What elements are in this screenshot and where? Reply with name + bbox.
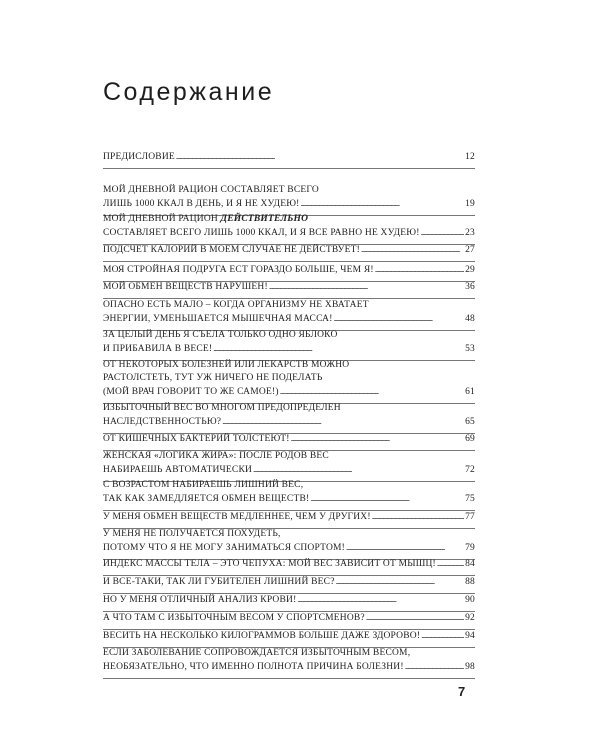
- toc-entry: [103, 263, 475, 277]
- toc-entry-emphasis: ДЕЙСТВИТЕЛЬНО: [220, 214, 309, 224]
- toc-page-number: 69: [465, 434, 475, 444]
- toc-entry: [103, 280, 475, 294]
- toc-entry: [103, 629, 475, 643]
- toc-entry-title: НАСЛЕДСТВЕННОСТЬЮ?: [103, 417, 222, 427]
- toc-page-number: 27: [465, 245, 475, 255]
- toc-entry-title: ПОДСЧЕТ КАЛОРИЙ В МОЕМ СЛУЧАЕ НЕ ДЕЙСТВУЕТ!: [103, 245, 360, 255]
- toc-entry-title: ОПАСНО ЕСТЬ МАЛО – КОГДА ОРГАНИЗМУ НЕ ХВАТАЕТ: [103, 300, 369, 310]
- toc-entry-title: ОТ КИШЕЧНЫХ БАКТЕРИЙ ТОЛСТЕЮТ!: [103, 434, 290, 444]
- dot-leader: [310, 492, 464, 506]
- dot-leader: [437, 557, 464, 571]
- dot-leader: [375, 263, 464, 277]
- toc-entry-title: ЭНЕРГИИ, УМЕНЬШАЕТСЯ МЫШЕЧНАЯ МАССА!: [103, 314, 333, 324]
- toc-entry: [103, 593, 475, 607]
- dot-leader: [291, 432, 464, 446]
- toc-entry-title: СОСТАВЛЯЕТ ВСЕГО ЛИШЬ 1000 ККАЛ, И Я ВСЕ РАВНО НЕ ХУДЕЮ!: [103, 228, 420, 238]
- dot-leader: [421, 629, 464, 643]
- toc-entry-title: МОЙ ОБМЕН ВЕЩЕСТВ НАРУШЕН!: [103, 282, 268, 292]
- toc-page-number: 23: [465, 228, 475, 238]
- toc-entry: [103, 329, 475, 356]
- dot-leader: [334, 312, 465, 326]
- page-title: Содержание: [103, 78, 275, 106]
- toc-entry-title: ПОТОМУ ЧТО Я НЕ МОГУ ЗАНИМАТЬСЯ СПОРТОМ!: [103, 543, 346, 553]
- toc-entry-title: МОЙ ДНЕВНОЙ РАЦИОН СОСТАВЛЯЕТ ВСЕГО: [103, 185, 319, 195]
- toc-page-number: 53: [465, 344, 475, 354]
- toc-entry-title: И ВСЕ-ТАКИ, ТАК ЛИ ГУБИТЕЛЕН ЛИШНИЙ ВЕС?: [103, 577, 335, 587]
- toc-entry: [103, 299, 475, 326]
- toc-entry: [103, 647, 475, 674]
- toc-entry-title: МОЯ СТРОЙНАЯ ПОДРУГА ЕСТ ГОРАЗДО БОЛЬШЕ, ЧЕМ Я!: [103, 265, 374, 275]
- toc-page-number: 88: [465, 577, 475, 587]
- dot-leader: [421, 226, 464, 240]
- toc-page-number: 90: [465, 595, 475, 605]
- dot-leader: [253, 463, 464, 477]
- toc-entry-title: МОЙ ДНЕВНОЙ РАЦИОН: [103, 214, 221, 224]
- toc-entry: [103, 479, 475, 506]
- toc-entry-title: У МЕНЯ ОБМЕН ВЕЩЕСТВ МЕДЛЕННЕЕ, ЧЕМ У ДРУГИХ!: [103, 512, 371, 522]
- toc-page-number: 36: [465, 282, 475, 292]
- dot-leader: [213, 342, 464, 356]
- toc-page-number: 77: [465, 512, 475, 522]
- toc-entry: [103, 243, 475, 257]
- toc-entry-title: НЕОБЯЗАТЕЛЬНО, ЧТО ИМЕННО ПОЛНОТА ПРИЧИНА БОЛЕЗНИ!: [103, 662, 404, 672]
- toc-entry-title: И ПРИБАВИЛА В ВЕСЕ!: [103, 344, 213, 354]
- toc-entry-title: НО У МЕНЯ ОТЛИЧНЫЙ АНАЛИЗ КРОВИ!: [103, 595, 297, 605]
- toc-page-number: 98: [465, 662, 475, 672]
- toc-page-number: 61: [465, 387, 475, 397]
- toc-entry: [103, 184, 475, 211]
- toc-page-number: 94: [465, 631, 475, 641]
- toc-page-number: 84: [465, 559, 475, 569]
- dot-leader: [361, 243, 464, 257]
- toc-entry: [103, 528, 475, 555]
- toc-entry-title: (МОЙ ВРАЧ ГОВОРИТ ТО ЖЕ САМОЕ!): [103, 387, 279, 397]
- toc-entry: [103, 450, 475, 477]
- toc-page-number: 92: [465, 613, 475, 623]
- toc-page-number: 29: [465, 265, 475, 275]
- toc-entry-title: ЗА ЦЕЛЫЙ ДЕНЬ Я СЪЕЛА ТОЛЬКО ОДНО ЯБЛОКО: [103, 330, 338, 340]
- toc-entry: [103, 611, 475, 625]
- toc-entry-title: ТАК КАК ЗАМЕДЛЯЕТСЯ ОБМЕН ВЕЩЕСТВ!: [103, 494, 310, 504]
- toc-entry-title: ОТ НЕКОТОРЫХ БОЛЕЗНЕЙ ИЛИ ЛЕКАРСТВ МОЖНО: [103, 360, 350, 370]
- toc-entry-title: ЛИШЬ 1000 ККАЛ В ДЕНЬ, И Я НЕ ХУДЕЮ!: [103, 199, 300, 209]
- dot-leader: [269, 280, 464, 294]
- toc-page-number: 19: [465, 199, 475, 209]
- toc-page-number: 75: [465, 494, 475, 504]
- dot-leader: [372, 510, 464, 524]
- dot-leader: [297, 593, 464, 607]
- toc-entry-title: ЕСЛИ ЗАБОЛЕВАНИЕ СОПРОВОЖДАЕТСЯ ИЗБЫТОЧНЫМ ВЕСОМ,: [103, 648, 411, 658]
- toc-page-number: 65: [465, 417, 475, 427]
- toc-entry-title: ПРЕДИСЛОВИЕ: [103, 152, 175, 162]
- dot-leader: [346, 541, 464, 555]
- dot-leader: [222, 415, 464, 429]
- toc-page-number: 79: [465, 543, 475, 553]
- dot-leader: [280, 385, 464, 399]
- toc-entry-title: А ЧТО ТАМ С ИЗБЫТОЧНЫМ ВЕСОМ У СПОРТСМЕНОВ?: [103, 613, 365, 623]
- toc-entry-title: ИЗБЫТОЧНЫЙ ВЕС ВО МНОГОМ ПРЕДОПРЕДЕЛЕН: [103, 403, 341, 413]
- toc-page-number: 48: [465, 314, 475, 324]
- toc-entry-title: ВЕСИТЬ НА НЕСКОЛЬКО КИЛОГРАММОВ БОЛЬШЕ ДАЖЕ ЗДОРОВО!: [103, 631, 421, 641]
- toc-entry: [103, 359, 475, 399]
- page-number: 7: [458, 684, 466, 699]
- toc-entry: [103, 575, 475, 589]
- toc-page-number: 12: [465, 152, 475, 162]
- dot-leader: [405, 660, 464, 674]
- toc-entry: [103, 402, 475, 429]
- toc-entry: [103, 432, 475, 446]
- dot-leader: [176, 150, 464, 164]
- toc-entry: [103, 150, 475, 164]
- toc-entry-title: С ВОЗРАСТОМ НАБИРАЕШЬ ЛИШНИЙ ВЕС,: [103, 480, 304, 490]
- toc-entry-title: ИНДЕКС МАССЫ ТЕЛА – ЭТО ЧЕПУХА: МОЙ ВЕС ЗАВИСИТ ОТ МЫШЦ!: [103, 559, 436, 569]
- toc-entry-title: РАСТОЛСТЕТЬ, ТУТ УЖ НИЧЕГО НЕ ПОДЕЛАТЬ: [103, 373, 323, 383]
- dot-leader: [336, 575, 464, 589]
- toc-entry: [103, 510, 475, 524]
- toc-entry-title: НАБИРАЕШЬ АВТОМАТИЧЕСКИ: [103, 465, 253, 475]
- toc-entry: [103, 557, 475, 571]
- dot-leader: [301, 197, 465, 211]
- toc-entry: [103, 213, 475, 240]
- toc-page-number: 72: [465, 465, 475, 475]
- toc-entry-title: ЖЕНСКАЯ «ЛОГИКА ЖИРА»: ПОСЛЕ РОДОВ ВЕС: [103, 451, 329, 461]
- dot-leader: [366, 611, 464, 625]
- toc-entry-title: У МЕНЯ НЕ ПОЛУЧАЕТСЯ ПОХУДЕТЬ,: [103, 529, 281, 539]
